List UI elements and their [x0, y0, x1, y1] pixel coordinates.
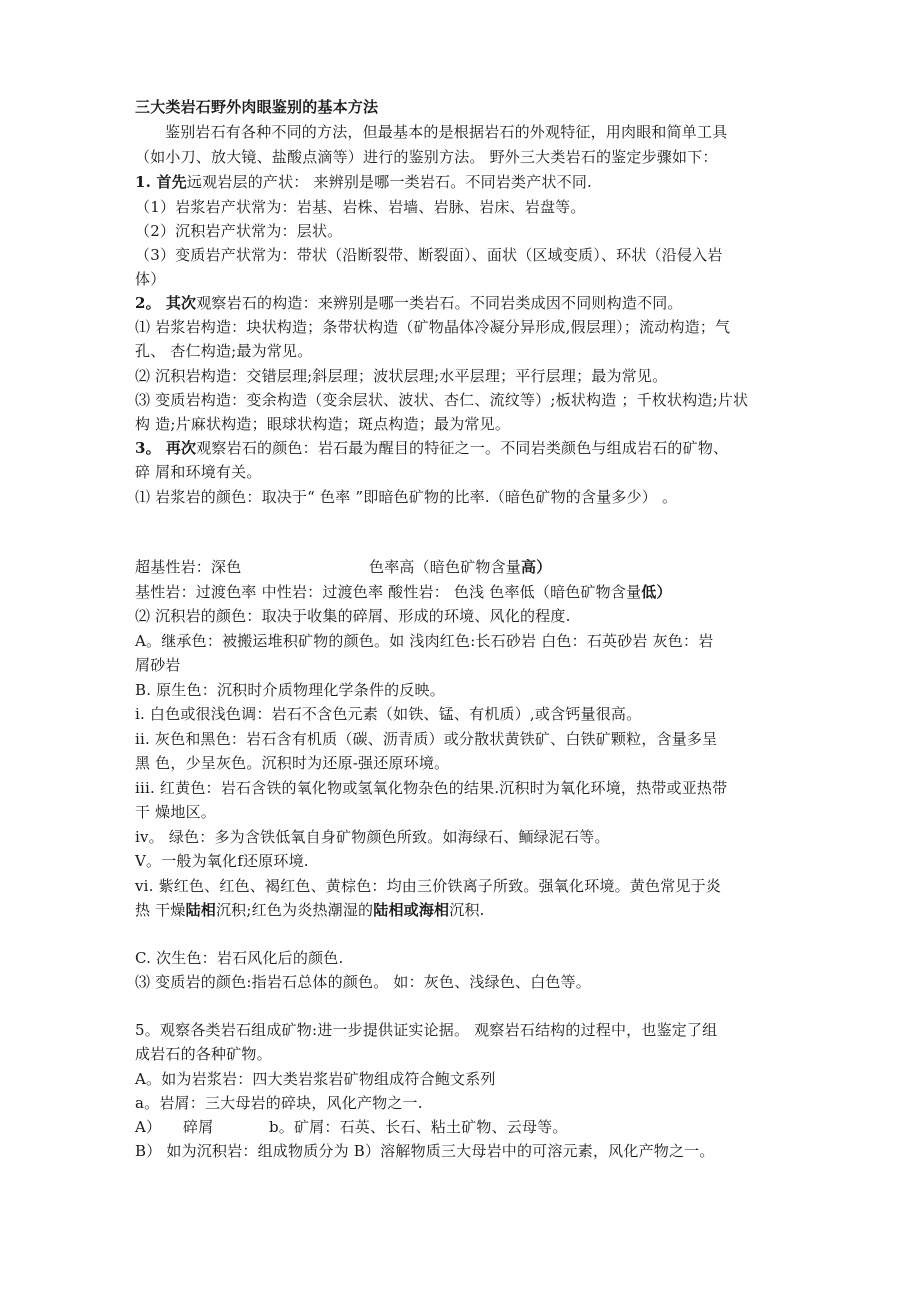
metamorphic-occurrence-cont: 体）	[135, 270, 166, 288]
grey-black-color-cont: 黑 色，少呈灰色。沉积时为还原-强还原环境。	[135, 754, 450, 772]
red-yellow-color-cont: 干 燥地区。	[135, 803, 216, 821]
metamorphic-structure: ⑶ 变质岩构造：变余构造（变余层状、波状、杏仁、流纹等）;板状构造 ；千枚状构造;片状	[135, 391, 749, 409]
step3-num: 3。	[135, 439, 161, 457]
step2-line: 2。 其次观察岩石的构造：来辨别是哪一类岩石。不同岩类成因不同则构造不同。	[135, 294, 683, 312]
secondary-color: C. 次生色：岩石风化后的颜色.	[135, 949, 344, 967]
redox-line: V。一般为氧化f还原环境.	[135, 852, 309, 870]
magmatic-occurrence: （1）岩浆岩产状常为：岩基、岩株、岩墙、岩脉、岩床、岩盘等。	[135, 198, 586, 216]
white-color: i. 白色或很浅色调：岩石不含色元素（如铁、锰、有机质）,或含钙量很高。	[135, 705, 642, 723]
magmatic-structure: ⑴ 岩浆岩构造：块状构造；条带状构造（矿物晶体冷凝分异形成,假层理）；流动构造；气	[135, 318, 731, 336]
red-yellow-color: iii. 红黄色：岩石含铁的氧化物或氢氧化物杂色的结果.沉积时为氧化环境，热带或亚热带	[135, 779, 728, 797]
doc-title: 三大类岩石野外肉眼鉴别的基本方法	[135, 98, 379, 116]
step5-line: 5。观察各类岩石组成矿物:进一步提供证实论据。 观察岩石结构的过程中，也鉴定了组	[135, 1021, 718, 1039]
grey-black-color: ii. 灰色和黑色：岩石含有机质（碳、沥青质）或分散状黄铁矿、白铁矿颗粒，含量多呈	[135, 730, 718, 748]
magmatic-structure-cont: 孔、 杏仁构造;最为常见。	[135, 342, 313, 360]
clastic-line: A） 碎屑 b。矿屑：石英、长石、粘土矿物、云母等。	[135, 1118, 568, 1136]
sedimentary-occurrence: （2）沉积岩产状常为：层状。	[135, 222, 343, 240]
ultrabasic-line: 超基性岩：深色 色率高（暗色矿物含量高）	[135, 558, 552, 576]
metamorphic-occurrence: （3）变质岩产状常为：带状（沿断裂带、断裂面）、面状（区域变质）、环状（沿侵入岩	[135, 246, 723, 264]
step5-line-cont: 成岩石的各种矿物。	[135, 1045, 272, 1063]
land-or-sea-facies: 陆相或海相	[373, 901, 450, 919]
primary-color: B. 原生色：沉积时介质物理化学条件的反映。	[135, 681, 445, 699]
inherited-color-cont: 屑砂岩	[135, 656, 181, 674]
rock-debris: a。岩屑：三大母岩的碎块，风化产物之一.	[135, 1094, 423, 1112]
metamorphic-color: ⑶ 变质岩的颜色:指岩石总体的颜色。 如：灰色、浅绿色、白色等。	[135, 973, 591, 991]
low-label: 低）	[641, 583, 672, 601]
intro-line-1: 鉴别岩石有各种不同的方法，但最基本的是根据岩石的外观特征，用肉眼和简单工具	[165, 123, 728, 141]
land-facies: 陆相	[185, 901, 216, 919]
step1-label: 1. 首先	[135, 173, 187, 191]
step2-num: 2。	[135, 294, 161, 312]
magmatic-color: ⑴ 岩浆岩的颜色：取决于“ 色率 ”即暗色矿物的比率.（暗色矿物的含量多少） 。	[135, 488, 678, 506]
inherited-color: A。继承色：被搬运堆积矿物的颜色。如 浅肉红色:长石砂岩 白色：石英砂岩 灰色：岩	[135, 632, 714, 650]
metamorphic-structure-cont: 构 造;片麻状构造；眼球状构造；斑点构造；最为常见。	[135, 415, 511, 433]
step1-line: 1. 首先远观岩层的产状： 来辨别是哪一类岩石。不同岩类产状不同.	[135, 173, 593, 191]
intro-line-2: （如小刀、放大镜、盐酸点滴等）进行的鉴别方法。 野外三大类岩石的鉴定步骤如下：	[135, 148, 718, 166]
sedimentary-structure: ⑵ 沉积岩构造：交错层理;斜层理；波状层理;水平层理；平行层理；最为常见。	[135, 367, 668, 385]
magmatic-minerals: A。如为岩浆岩：四大类岩浆岩矿物组成符合鲍文系列	[135, 1070, 496, 1088]
step3-word: 再次	[165, 439, 197, 457]
purple-red-color: vi. 紫红色、红色、褐红色、黄棕色：均由三价铁离子所致。强氧化环境。黄色常见于炎	[135, 877, 722, 895]
green-color: iv。 绿色：多为含铁低氧自身矿物颜色所致。如海绿石、鲕绿泥石等。	[135, 828, 610, 846]
high-label: 高）	[521, 558, 552, 576]
purple-red-color-cont: 热 干燥陆相沉积;红色为炎热潮湿的陆相或海相沉积.	[135, 901, 485, 919]
sedimentary-composition: B） 如为沉积岩：组成物质分为 B）溶解物质三大母岩中的可溶元素，风化产物之一。	[135, 1142, 715, 1160]
step3-line: 3。 再次观察岩石的颜色：岩石最为醒目的特征之一。不同岩类颜色与组成岩石的矿物、	[135, 439, 729, 457]
basic-line: 基性岩：过渡色率 中性岩：过渡色率 酸性岩： 色浅 色率低（暗色矿物含量低）	[135, 583, 672, 601]
sedimentary-color: ⑵ 沉积岩的颜色：取决于收集的碎屑、形成的环境、风化的程度.	[135, 607, 571, 625]
step3-line-cont: 碎 屑和环境有关。	[135, 463, 262, 481]
step2-word: 其次	[165, 294, 197, 312]
